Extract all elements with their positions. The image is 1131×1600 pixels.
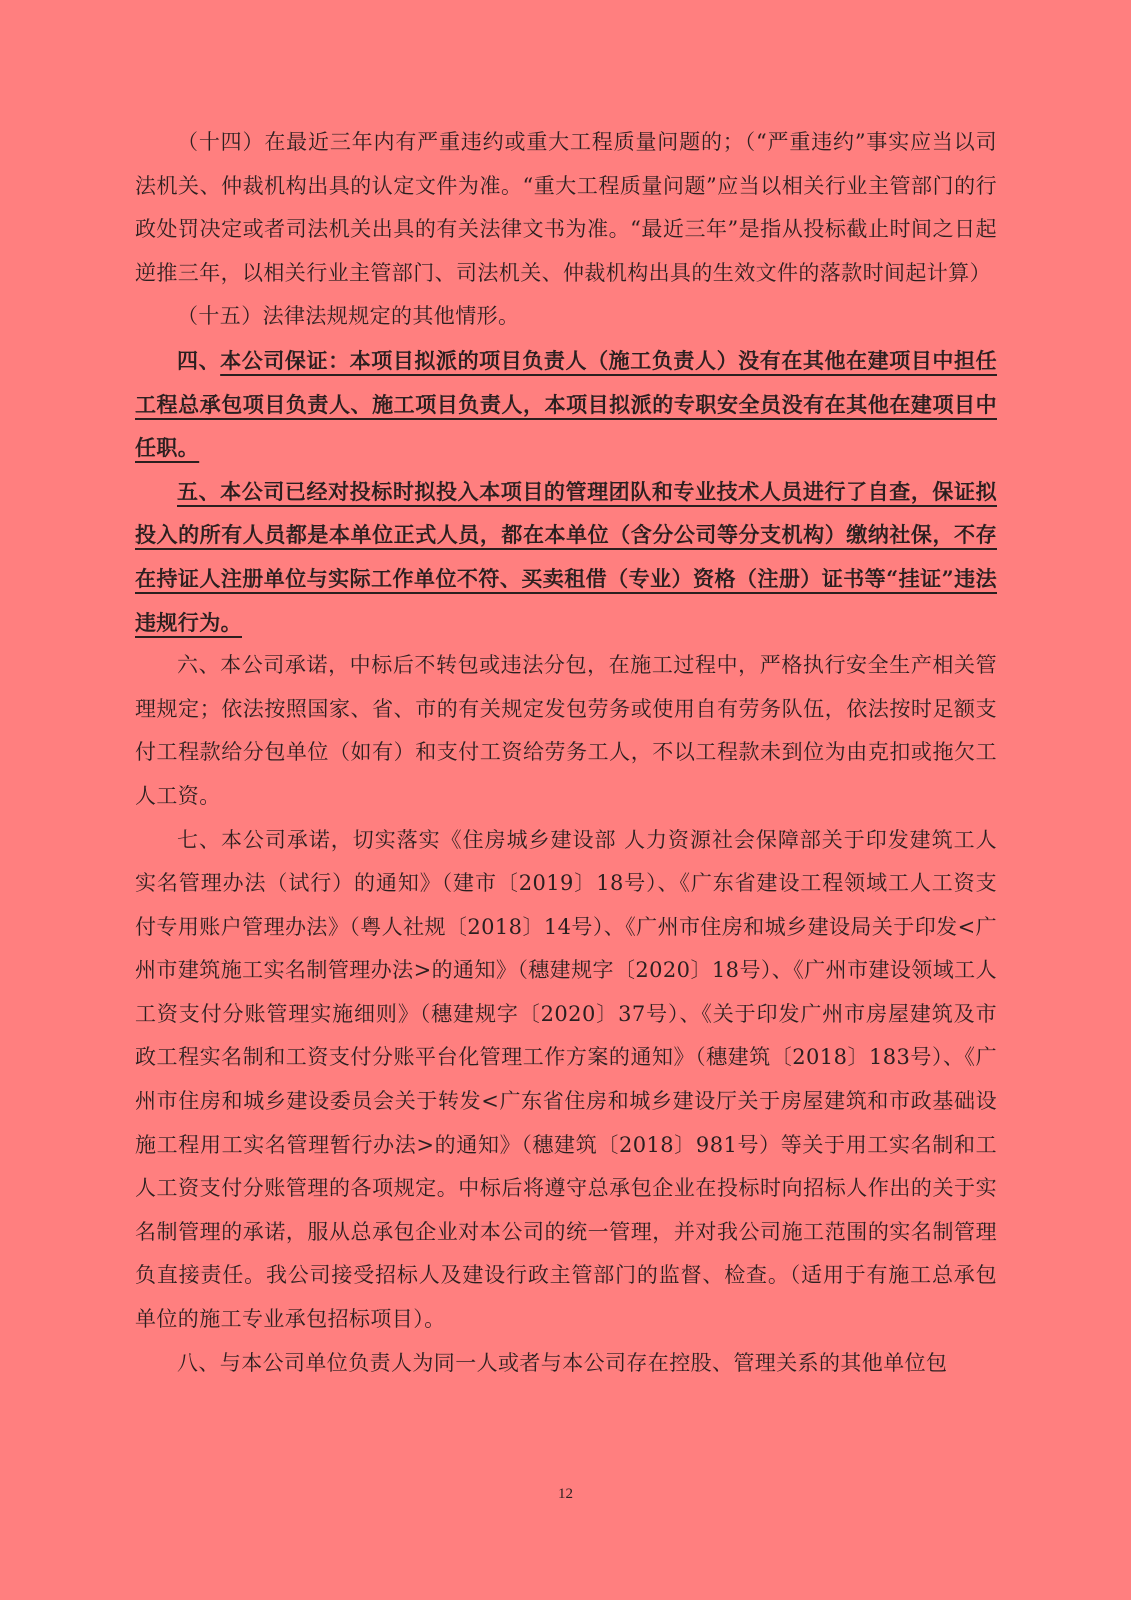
paragraph-six-commitment: 六、本公司承诺，中标后不转包或违法分包，在施工过程中，严格执行安全生产相关管理规定；依法按照国家、省、市的有关规定发包劳务或使用自有劳务队伍，依法按时足额支付工程款给分包单位（如有）和支付工资给劳务工人，不以工程款未到位为由克扣或拖欠工人工资。 (135, 653, 997, 808)
paragraph-four-text: 本公司保证：本项目拟派的项目负责人（施工负责人）没有在其他在建项目中担任工程总承包项目负责人、施工项目负责人，本项目拟派的专职安全员没有在其他在建项目中任职。 (135, 347, 997, 461)
paragraph-five-text: 五、本公司已经对投标时拟投入本项目的管理团队和专业技术人员进行了自查，保证拟投入的所有人员都是本单位正式人员，都在本单位（含分公司等分支机构）缴纳社保，不存在持证人注册单位与实际工作单位不符、买卖租借（专业）资格（注册）证书等“挂证”违法违规行为。 (135, 478, 997, 635)
paragraph-fifteen: （十五）法律法规规定的其他情形。 (177, 304, 520, 329)
page-number: 12 (558, 1486, 573, 1502)
paragraph-seven-commitment: 七、本公司承诺，切实落实《住房城乡建设部 人力资源社会保障部关于印发建筑工人实名管理办法（试行）的通知》（建市〔2019〕18号）、《广东省建设工程领域工人工资支付专用账户管理办法》（粤人社规〔2018〕14号）、《广州市住房和城乡建设局关于印发<广州市建筑施工实名制管理办法>的通知》（穗建规字〔2020〕18号）、《广州市建设领域工人工资支付分账管理实施细则》（穗建规字〔2020〕37号）、《关于印发广州市房屋建筑及市政工程实名制和工资支付分账平台化管理工作方案的通知》（穗建筑〔2018〕183号）、《广州市住房和城乡建设委员会关于转发<广东省住房和城乡建设厅关于房屋建筑和市政基础设施工程用工实名管理暂行办法>的通知》（穗建筑〔2018〕981号）等关于用工实名制和工人工资支付分账管理的各项规定。中标后将遵守总承包企业在投标时向招标人作出的关于实名制管理的承诺，服从总承包企业对本公司的统一管理，并对我公司施工范围的实名制管理负直接责任。我公司接受招标人及建设行政主管部门的监督、检查。（适用于有施工总承包单位的施工专业承包招标项目）。 (135, 827, 997, 1332)
paragraph-four-guarantee (135, 339, 997, 470)
paragraph-five-self-check (135, 470, 997, 644)
paragraph-fourteen: （十四）在最近三年内有严重违约或重大工程质量问题的；（“严重违约”事实应当以司法机关、仲裁机构出具的认定文件为准。“重大工程质量问题”应当以相关行业主管部门的行政处罚决定或者司法机关出具的有关法律文书为准。“最近三年”是指从投标截止时间之日起逆推三年，以相关行业主管部门、司法机关、仲裁机构出具的生效文件的落款时间起计算） (135, 130, 997, 285)
document-page (135, 121, 997, 1385)
paragraph-four-prefix: 四、 (177, 347, 221, 373)
paragraph-eight-partial: 八、与本公司单位负责人为同一人或者与本公司存在控股、管理关系的其他单位包 (177, 1350, 948, 1375)
